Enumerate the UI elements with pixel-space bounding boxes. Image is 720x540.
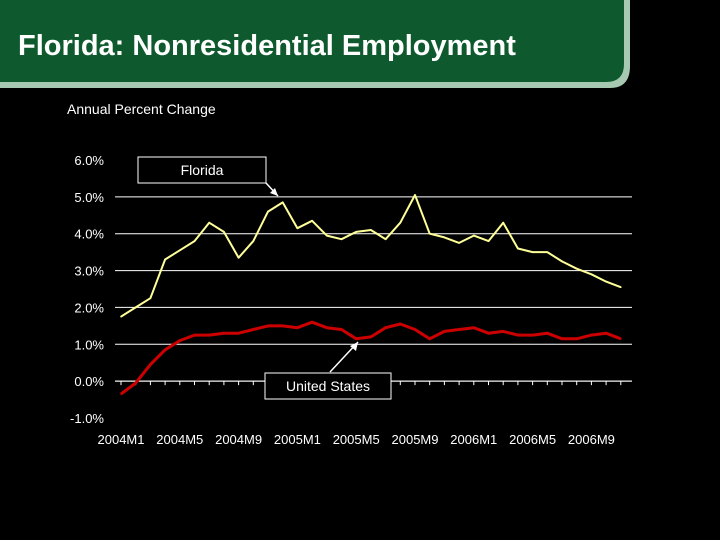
data-point (238, 257, 240, 259)
x-tick-label: 2005M9 (391, 432, 439, 447)
data-point (502, 222, 504, 224)
data-point (620, 286, 622, 288)
data-point (414, 194, 416, 196)
callout-label-florida: Florida (180, 162, 224, 178)
data-point (282, 202, 284, 204)
data-point (385, 327, 387, 329)
series-line (121, 195, 621, 317)
y-tick-label: 5.0% (74, 189, 104, 205)
data-point (120, 393, 122, 395)
data-point (620, 338, 622, 340)
gridlines (115, 197, 632, 381)
data-point (576, 338, 578, 340)
data-point (458, 329, 460, 331)
data-point (194, 334, 196, 336)
data-point (370, 336, 372, 338)
series-florida (120, 194, 621, 317)
data-point (547, 251, 549, 253)
data-point (238, 332, 240, 334)
data-point (179, 250, 181, 252)
x-tick-label: 2004M9 (215, 432, 263, 447)
series-annotations (138, 157, 391, 399)
y-tick-label: -1.0% (70, 411, 104, 426)
data-point (341, 238, 343, 240)
data-point (120, 316, 122, 318)
data-point (400, 222, 402, 224)
y-tick-label: 4.0% (74, 226, 104, 242)
data-point (444, 237, 446, 239)
data-point (429, 233, 431, 235)
data-point (326, 235, 328, 237)
x-tick-label: 2006M1 (450, 432, 498, 447)
x-tick-label: 2005M1 (273, 432, 321, 447)
data-point (208, 334, 210, 336)
chart-subtitle: Annual Percent Change (67, 101, 216, 117)
data-point (194, 240, 196, 242)
x-tick-label: 2004M5 (156, 432, 204, 447)
data-point (605, 281, 607, 283)
x-tick-label: 2005M5 (332, 432, 380, 447)
data-point (517, 334, 519, 336)
data-point (135, 382, 137, 384)
data-point (164, 259, 166, 261)
data-point (414, 329, 416, 331)
data-point (297, 327, 299, 329)
data-point (223, 231, 225, 233)
data-point (458, 242, 460, 244)
data-point (473, 235, 475, 237)
data-point (311, 220, 313, 222)
data-point (150, 297, 152, 299)
data-point (297, 227, 299, 229)
data-point (532, 334, 534, 336)
data-point (547, 332, 549, 334)
data-point (355, 231, 357, 233)
data-point (488, 332, 490, 334)
y-tick-label: 6.0% (74, 153, 104, 168)
data-point (429, 338, 431, 340)
y-tick-label: 1.0% (74, 337, 104, 353)
data-point (253, 329, 255, 331)
data-point (591, 334, 593, 336)
page-title: Florida: Nonresidential Employment (18, 30, 516, 62)
data-point (561, 338, 563, 340)
x-tick-label: 2006M9 (567, 432, 615, 447)
data-point (267, 325, 269, 327)
x-tick-label: 2004M1 (97, 432, 145, 447)
y-tick-label: 0.0% (74, 374, 104, 390)
data-point (164, 349, 166, 351)
series-lines (120, 194, 621, 395)
data-point (150, 364, 152, 366)
data-point (444, 331, 446, 333)
data-point (517, 248, 519, 250)
data-point (561, 261, 563, 263)
data-point (502, 331, 504, 333)
data-point (605, 332, 607, 334)
data-point (400, 323, 402, 325)
data-point (355, 338, 357, 340)
data-point (135, 307, 137, 309)
data-point (473, 327, 475, 329)
data-point (532, 251, 534, 253)
data-point (223, 332, 225, 334)
x-tick-label: 2006M5 (509, 432, 557, 447)
data-point (370, 229, 372, 231)
data-point (267, 211, 269, 213)
data-point (311, 321, 313, 323)
data-point (591, 273, 593, 275)
data-point (208, 222, 210, 224)
data-point (253, 240, 255, 242)
data-point (576, 268, 578, 270)
data-point (282, 325, 284, 327)
data-point (385, 238, 387, 240)
data-point (341, 329, 343, 331)
callout-label-us: United States (285, 378, 371, 394)
data-point (179, 340, 181, 342)
data-point (488, 240, 490, 242)
y-axis-ticks (70, 153, 104, 426)
data-point (326, 327, 328, 329)
y-tick-label: 2.0% (74, 300, 104, 316)
y-tick-label: 3.0% (74, 263, 104, 279)
